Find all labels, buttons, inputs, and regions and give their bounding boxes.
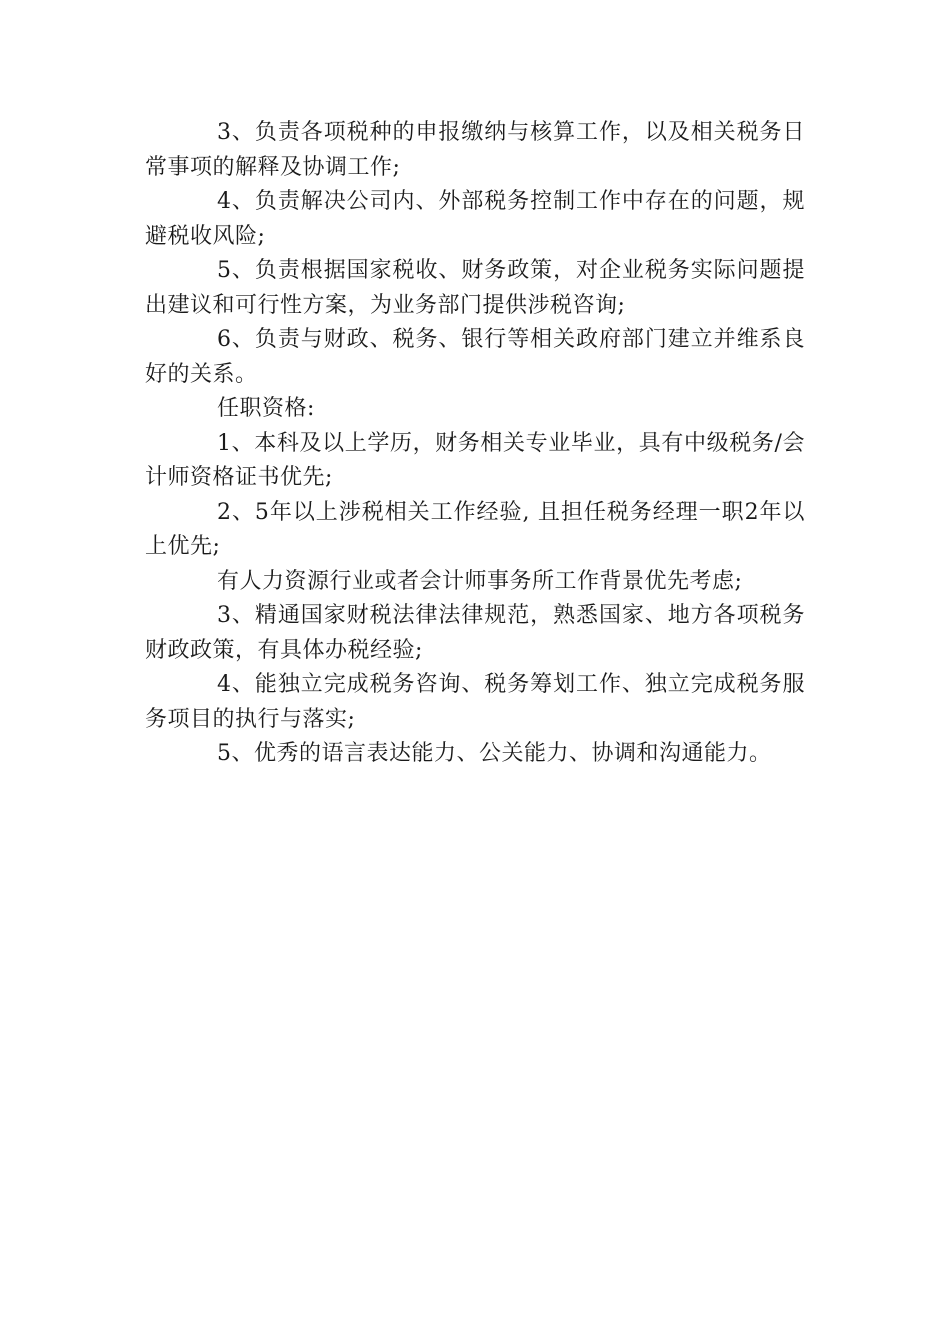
document-body [145, 116, 805, 772]
paragraph-qualification-2: 2、5年以上涉税相关工作经验, 且担任税务经理一职2年以上优先; [145, 499, 805, 559]
paragraph-qualification-5: 5、优秀的语言表达能力、公关能力、协调和沟通能力。 [217, 741, 772, 766]
section-heading-qualifications: 任职资格: [217, 396, 315, 421]
paragraph-qualification-4: 4、能独立完成税务咨询、税务筹划工作、独立完成税务服务项目的执行与落实; [145, 672, 805, 732]
paragraph-qualification-background: 有人力资源行业或者会计师事务所工作背景优先考虑; [217, 568, 743, 594]
paragraph-duty-4: 4、负责解决公司内、外部税务控制工作中存在的问题，规避税收风险; [145, 189, 805, 249]
paragraph-duty-3: 3、负责各项税种的申报缴纳与核算工作，以及相关税务日常事项的解释及协调工作; [145, 120, 805, 180]
paragraph-duty-5: 5、负责根据国家税收、财务政策，对企业税务实际问题提出建议和可行性方案，为业务部门提供涉税咨询; [145, 258, 805, 318]
paragraph-qualification-1: 1、本科及以上学历，财务相关专业毕业，具有中级税务/会计师资格证书优先; [145, 430, 805, 490]
paragraph-qualification-3: 3、精通国家财税法律法律规范，熟悉国家、地方各项税务财政政策，有具体办税经验; [145, 603, 805, 663]
paragraph-duty-6: 6、负责与财政、税务、银行等相关政府部门建立并维系良好的关系。 [145, 327, 805, 387]
